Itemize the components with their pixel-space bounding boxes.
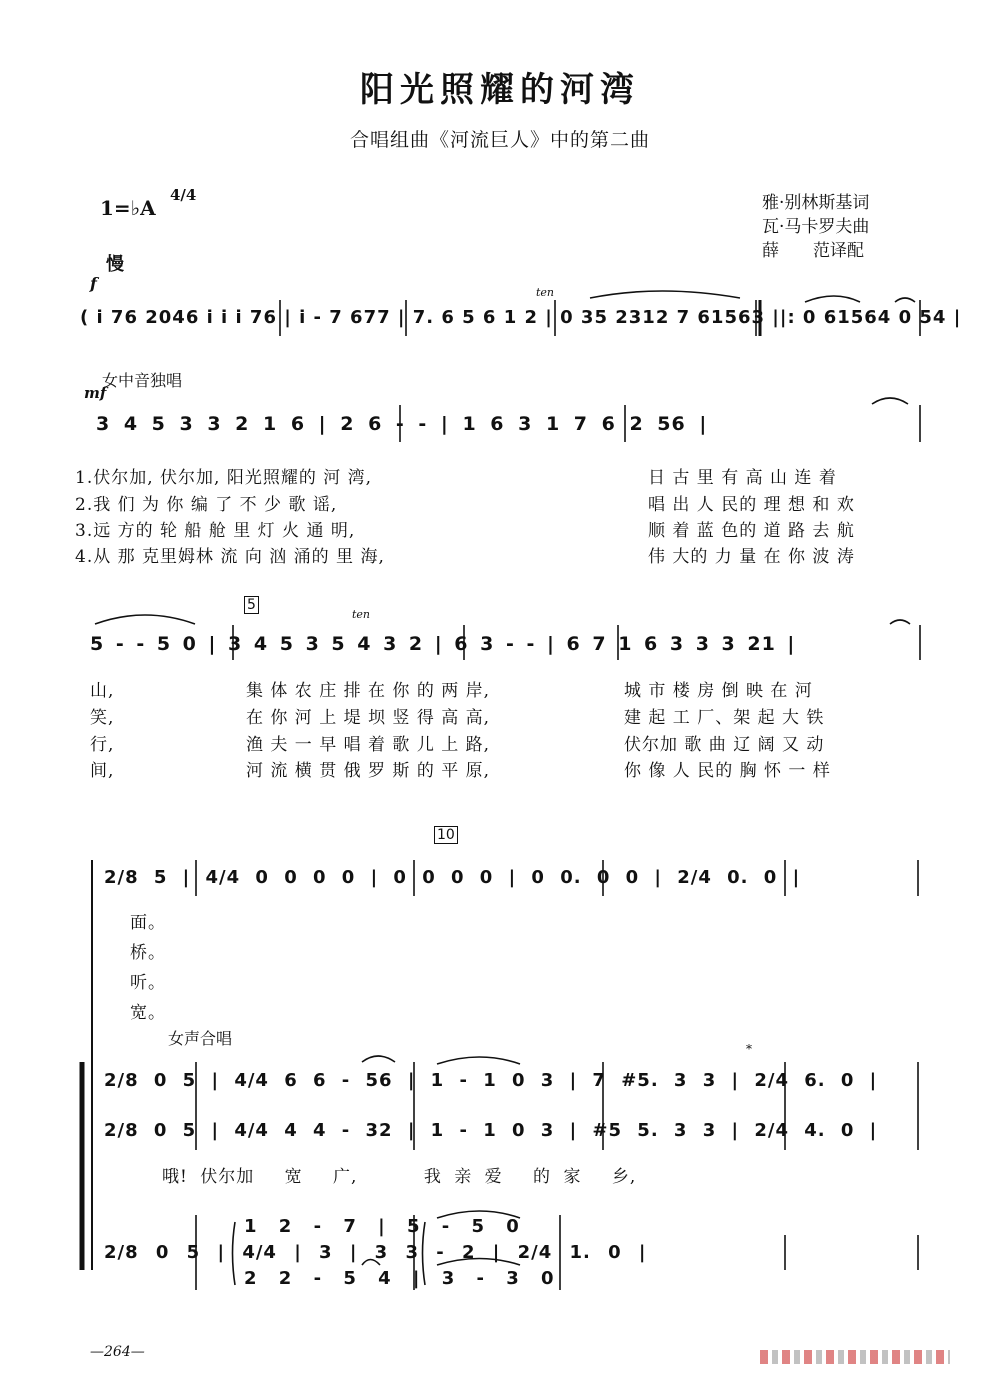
- lyric-line: 日 古 里 有 高 山 连 着: [648, 468, 837, 488]
- page-number: —264—: [90, 1344, 145, 1360]
- credit-lyricist: 雅·别林斯基词: [762, 193, 870, 213]
- lyric-line: 山,: [90, 681, 115, 701]
- tenuto-mark: ten: [536, 286, 555, 299]
- system1-notes: ( i 76 2046 i i i 76 | i - 7 677 | 7. 6 5 6 1 2 | 0 35 2312 7 61563 ||: 0 61564 0 54 |: [80, 307, 962, 328]
- time-signature: 4/4: [170, 186, 197, 204]
- lyric-line: 你 像 人 民的 胸 怀 一 样: [624, 761, 831, 781]
- choir-lyrics: 哦! 伏尔加 宽 广, 我 亲 爱 的 家 乡,: [162, 1167, 637, 1187]
- choir-low-notes: 2/8 0 5 | 4/4 | 3 | 3 3 - 2 | 2/4 1. 0 |: [104, 1242, 647, 1263]
- lyric-line: 4.从 那 克里姆林 流 向 汹 涌的 里 海,: [75, 547, 385, 567]
- tenuto-mark: ten: [352, 608, 371, 621]
- credit-translator: 薛 范译配: [762, 241, 864, 261]
- lyric-line: 伟 大的 力 量 在 你 波 涛: [648, 547, 855, 567]
- lyric-line: 桥。: [130, 943, 166, 963]
- lyric-line: 1.伏尔加, 伏尔加, 阳光照耀的 河 湾,: [75, 468, 373, 488]
- tempo-mark: 慢: [106, 254, 124, 275]
- lyric-line: 听。: [130, 973, 166, 993]
- lyric-line: 城 市 楼 房 倒 映 在 河: [624, 681, 813, 701]
- page-subtitle: 合唱组曲《河流巨人》中的第二曲: [349, 129, 650, 151]
- key-signature: 1=♭A: [100, 196, 156, 220]
- choir-low-top-notes: 1 2 - 7 | 5 - 5 0: [244, 1216, 520, 1237]
- lyric-line: 在 你 河 上 堤 坝 竖 得 高 高,: [246, 708, 491, 728]
- page-title: 阳光照耀的河湾: [360, 70, 640, 110]
- lyric-line: 建 起 工 厂、架 起 大 铁: [624, 708, 825, 728]
- solo-rest-notes: 2/8 5 | 4/4 0 0 0 0 | 0 0 0 0 | 0 0. 0 0 | 2/4 0. 0 |: [104, 867, 801, 888]
- credit-composer: 瓦·马卡罗夫曲: [762, 217, 870, 237]
- lyric-line: 间,: [90, 761, 115, 781]
- dynamic-f: f: [90, 274, 97, 293]
- dynamic-mf: mf: [84, 384, 107, 402]
- choir-soprano-notes: 2/8 0 5 | 4/4 6 6 - 56 | 1 - 1 0 3 | 7 #5. 3 3 | 2/4 6. 0 |: [104, 1070, 878, 1091]
- lyric-line: 唱 出 人 民的 理 想 和 欢: [648, 495, 855, 515]
- watermark: [760, 1350, 950, 1364]
- lyric-line: 伏尔加 歌 曲 辽 阔 又 动: [624, 735, 825, 755]
- system3-notes: 5 - - 5 0 | 3 4 5 3 5 4 3 2 | 6 3 - - | 6 7 1 6 3 3 3 21 |: [90, 633, 796, 655]
- lyric-line: 河 流 横 贯 俄 罗 斯 的 平 原,: [246, 761, 491, 781]
- lyric-line: 渔 夫 一 早 唱 着 歌 儿 上 路,: [246, 735, 491, 755]
- lyric-line: 顺 着 蓝 色的 道 路 去 航: [648, 521, 855, 541]
- lyric-line: 面。: [130, 913, 166, 933]
- choir-low-bottom-notes: 2 2 - 5 4 | 3 - 3 0: [244, 1268, 555, 1289]
- rehearsal-mark: 10: [434, 826, 458, 844]
- lyric-line: 笑,: [90, 708, 115, 728]
- lyric-line: 宽。: [130, 1003, 166, 1023]
- system2-notes: 3 4 5 3 3 2 1 6 | 2 6 - - | 1 6 3 1 7 6 2 56 |: [96, 413, 708, 435]
- rehearsal-mark: 5: [244, 596, 259, 614]
- lyric-line: 2.我 们 为 你 编 了 不 少 歌 谣,: [75, 495, 338, 515]
- choir-label: 女声合唱: [168, 1029, 233, 1048]
- lyric-line: 行,: [90, 735, 115, 755]
- lyric-line: 集 体 农 庄 排 在 你 的 两 岸,: [246, 681, 491, 701]
- solo-label: 女中音独唱: [102, 371, 183, 390]
- choir-alto-notes: 2/8 0 5 | 4/4 4 4 - 32 | 1 - 1 0 3 | #5 5. 3 3 | 2/4 4. 0 |: [104, 1120, 878, 1141]
- fermata-mark: *: [746, 1042, 752, 1056]
- lyric-line: 3.远 方的 轮 船 舱 里 灯 火 通 明,: [75, 521, 356, 541]
